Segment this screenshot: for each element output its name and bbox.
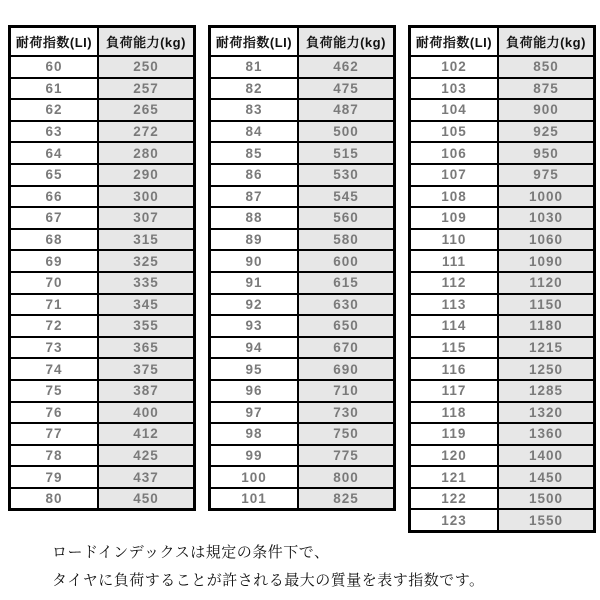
capacity-cell: 315 — [98, 229, 195, 251]
table-row — [410, 99, 595, 121]
li-cell: 85 — [210, 142, 299, 164]
table-row — [210, 272, 395, 294]
li-cell: 84 — [210, 121, 299, 143]
li-cell: 101 — [210, 488, 299, 510]
table-row — [210, 207, 395, 229]
load-index-table-60-80 — [8, 25, 196, 511]
li-cell: 74 — [10, 358, 99, 380]
capacity-cell: 345 — [98, 294, 195, 316]
capacity-cell: 690 — [298, 358, 395, 380]
table-row — [410, 315, 595, 337]
table-row — [10, 229, 195, 251]
li-cell: 60 — [10, 56, 99, 78]
li-cell: 80 — [10, 488, 99, 510]
capacity-cell: 670 — [298, 337, 395, 359]
li-cell: 76 — [10, 402, 99, 424]
li-cell: 110 — [410, 229, 499, 251]
capacity-cell: 1030 — [498, 207, 595, 229]
li-cell: 88 — [210, 207, 299, 229]
table-row — [410, 488, 595, 510]
capacity-cell: 1285 — [498, 380, 595, 402]
capacity-cell: 387 — [98, 380, 195, 402]
capacity-cell: 1060 — [498, 229, 595, 251]
capacity-cell: 450 — [98, 488, 195, 510]
capacity-cell: 800 — [298, 466, 395, 488]
li-cell: 91 — [210, 272, 299, 294]
capacity-cell: 530 — [298, 164, 395, 186]
capacity-cell: 1360 — [498, 423, 595, 445]
li-cell: 114 — [410, 315, 499, 337]
li-cell: 119 — [410, 423, 499, 445]
capacity-cell: 257 — [98, 78, 195, 100]
capacity-cell: 630 — [298, 294, 395, 316]
table-row — [410, 56, 595, 78]
capacity-cell: 545 — [298, 186, 395, 208]
capacity-cell: 560 — [298, 207, 395, 229]
li-cell: 109 — [410, 207, 499, 229]
capacity-cell: 1500 — [498, 488, 595, 510]
li-cell: 97 — [210, 402, 299, 424]
capacity-cell: 875 — [498, 78, 595, 100]
table-row — [210, 99, 395, 121]
table-row — [10, 207, 195, 229]
li-cell: 90 — [210, 250, 299, 272]
capacity-cell: 250 — [98, 56, 195, 78]
table-row — [210, 358, 395, 380]
capacity-cell: 355 — [98, 315, 195, 337]
table-row — [210, 78, 395, 100]
table-row — [210, 294, 395, 316]
li-cell: 123 — [410, 509, 499, 531]
capacity-cell: 1180 — [498, 315, 595, 337]
li-cell: 81 — [210, 56, 299, 78]
li-cell: 69 — [10, 250, 99, 272]
capacity-cell: 1450 — [498, 466, 595, 488]
capacity-cell: 265 — [98, 99, 195, 121]
capacity-cell: 925 — [498, 121, 595, 143]
capacity-cell: 730 — [298, 402, 395, 424]
li-cell: 108 — [410, 186, 499, 208]
li-cell: 68 — [10, 229, 99, 251]
table-row — [10, 337, 195, 359]
li-cell: 100 — [210, 466, 299, 488]
capacity-header: 負荷能力(kg) — [98, 27, 195, 57]
table-row — [410, 186, 595, 208]
li-cell: 72 — [10, 315, 99, 337]
li-cell: 83 — [210, 99, 299, 121]
table-row — [410, 445, 595, 467]
capacity-cell: 400 — [98, 402, 195, 424]
capacity-cell: 600 — [298, 250, 395, 272]
capacity-cell: 515 — [298, 142, 395, 164]
li-cell: 121 — [410, 466, 499, 488]
li-cell: 116 — [410, 358, 499, 380]
table-row — [410, 294, 595, 316]
table-row — [10, 358, 195, 380]
table-row — [10, 315, 195, 337]
table-row — [410, 509, 595, 531]
li-cell: 70 — [10, 272, 99, 294]
note-line-2: タイヤに負荷することが許される最大の質量を表す指数です。 — [52, 572, 485, 589]
li-cell: 78 — [10, 445, 99, 467]
table-row — [10, 402, 195, 424]
capacity-cell: 950 — [498, 142, 595, 164]
table-row — [210, 402, 395, 424]
capacity-cell: 1120 — [498, 272, 595, 294]
capacity-cell: 335 — [98, 272, 195, 294]
capacity-cell: 300 — [98, 186, 195, 208]
header-row — [10, 27, 195, 57]
li-header: 耐荷指数(LI) — [410, 27, 499, 57]
capacity-cell: 1215 — [498, 337, 595, 359]
li-cell: 99 — [210, 445, 299, 467]
li-cell: 71 — [10, 294, 99, 316]
li-cell: 61 — [10, 78, 99, 100]
load-index-table-102-123 — [408, 25, 596, 533]
table-row — [410, 207, 595, 229]
table-row — [210, 445, 395, 467]
capacity-cell: 1250 — [498, 358, 595, 380]
table-row — [410, 423, 595, 445]
li-cell: 87 — [210, 186, 299, 208]
li-cell: 62 — [10, 99, 99, 121]
li-cell: 63 — [10, 121, 99, 143]
li-header: 耐荷指数(LI) — [10, 27, 99, 57]
table-row — [210, 164, 395, 186]
li-cell: 82 — [210, 78, 299, 100]
table-row — [410, 121, 595, 143]
capacity-cell: 307 — [98, 207, 195, 229]
capacity-cell: 1150 — [498, 294, 595, 316]
table-row — [410, 272, 595, 294]
li-cell: 75 — [10, 380, 99, 402]
table-row — [210, 250, 395, 272]
capacity-cell: 775 — [298, 445, 395, 467]
table-row — [210, 337, 395, 359]
li-cell: 118 — [410, 402, 499, 424]
table-row — [10, 272, 195, 294]
table-row — [410, 164, 595, 186]
capacity-cell: 850 — [498, 56, 595, 78]
li-cell: 111 — [410, 250, 499, 272]
capacity-cell: 500 — [298, 121, 395, 143]
note-line-1: ロードインデックスは規定の条件下で、 — [52, 544, 330, 561]
capacity-cell: 272 — [98, 121, 195, 143]
capacity-header: 負荷能力(kg) — [298, 27, 395, 57]
capacity-cell: 900 — [498, 99, 595, 121]
header-row — [210, 27, 395, 57]
capacity-cell: 580 — [298, 229, 395, 251]
li-header: 耐荷指数(LI) — [210, 27, 299, 57]
li-cell: 98 — [210, 423, 299, 445]
load-index-table-81-101 — [208, 25, 396, 511]
li-cell: 65 — [10, 164, 99, 186]
table-row — [10, 142, 195, 164]
li-cell: 95 — [210, 358, 299, 380]
capacity-cell: 487 — [298, 99, 395, 121]
li-cell: 103 — [410, 78, 499, 100]
li-cell: 67 — [10, 207, 99, 229]
li-cell: 106 — [410, 142, 499, 164]
li-cell: 122 — [410, 488, 499, 510]
table-row — [410, 142, 595, 164]
table-row — [410, 250, 595, 272]
table-row — [210, 121, 395, 143]
table-row — [10, 380, 195, 402]
capacity-cell: 375 — [98, 358, 195, 380]
table-row — [10, 164, 195, 186]
capacity-cell: 615 — [298, 272, 395, 294]
table-row — [10, 250, 195, 272]
capacity-cell: 825 — [298, 488, 395, 510]
li-cell: 94 — [210, 337, 299, 359]
table-row — [10, 99, 195, 121]
table-row — [410, 337, 595, 359]
table-row — [210, 56, 395, 78]
li-cell: 93 — [210, 315, 299, 337]
table-row — [210, 229, 395, 251]
capacity-cell: 412 — [98, 423, 195, 445]
table-row — [410, 466, 595, 488]
capacity-cell: 1400 — [498, 445, 595, 467]
li-cell: 104 — [410, 99, 499, 121]
table-row — [410, 380, 595, 402]
li-cell: 117 — [410, 380, 499, 402]
capacity-cell: 1000 — [498, 186, 595, 208]
table-row — [210, 186, 395, 208]
table-row — [410, 358, 595, 380]
capacity-cell: 280 — [98, 142, 195, 164]
table-row — [10, 56, 195, 78]
capacity-cell: 650 — [298, 315, 395, 337]
table-row — [10, 121, 195, 143]
table-row — [10, 488, 195, 510]
capacity-cell: 425 — [98, 445, 195, 467]
table-row — [210, 466, 395, 488]
capacity-cell: 365 — [98, 337, 195, 359]
li-cell: 66 — [10, 186, 99, 208]
capacity-cell: 462 — [298, 56, 395, 78]
li-cell: 89 — [210, 229, 299, 251]
li-cell: 73 — [10, 337, 99, 359]
li-cell: 120 — [410, 445, 499, 467]
table-row — [10, 445, 195, 467]
li-cell: 86 — [210, 164, 299, 186]
capacity-cell: 1320 — [498, 402, 595, 424]
table-row — [210, 380, 395, 402]
capacity-cell: 975 — [498, 164, 595, 186]
li-cell: 102 — [410, 56, 499, 78]
load-index-note — [52, 539, 485, 595]
li-cell: 107 — [410, 164, 499, 186]
table-row — [210, 488, 395, 510]
capacity-cell: 290 — [98, 164, 195, 186]
capacity-cell: 710 — [298, 380, 395, 402]
li-cell: 105 — [410, 121, 499, 143]
li-cell: 64 — [10, 142, 99, 164]
table-row — [210, 315, 395, 337]
load-index-tables — [8, 25, 596, 533]
li-cell: 77 — [10, 423, 99, 445]
table-row — [10, 423, 195, 445]
capacity-cell: 1090 — [498, 250, 595, 272]
li-cell: 79 — [10, 466, 99, 488]
header-row — [410, 27, 595, 57]
table-row — [410, 402, 595, 424]
li-cell: 96 — [210, 380, 299, 402]
capacity-cell: 475 — [298, 78, 395, 100]
capacity-cell: 437 — [98, 466, 195, 488]
table-row — [10, 466, 195, 488]
capacity-header: 負荷能力(kg) — [498, 27, 595, 57]
li-cell: 92 — [210, 294, 299, 316]
li-cell: 112 — [410, 272, 499, 294]
table-row — [210, 423, 395, 445]
table-row — [10, 78, 195, 100]
capacity-cell: 325 — [98, 250, 195, 272]
table-row — [410, 229, 595, 251]
table-row — [210, 142, 395, 164]
table-row — [410, 78, 595, 100]
capacity-cell: 750 — [298, 423, 395, 445]
table-row — [10, 186, 195, 208]
table-row — [10, 294, 195, 316]
li-cell: 113 — [410, 294, 499, 316]
capacity-cell: 1550 — [498, 509, 595, 531]
li-cell: 115 — [410, 337, 499, 359]
